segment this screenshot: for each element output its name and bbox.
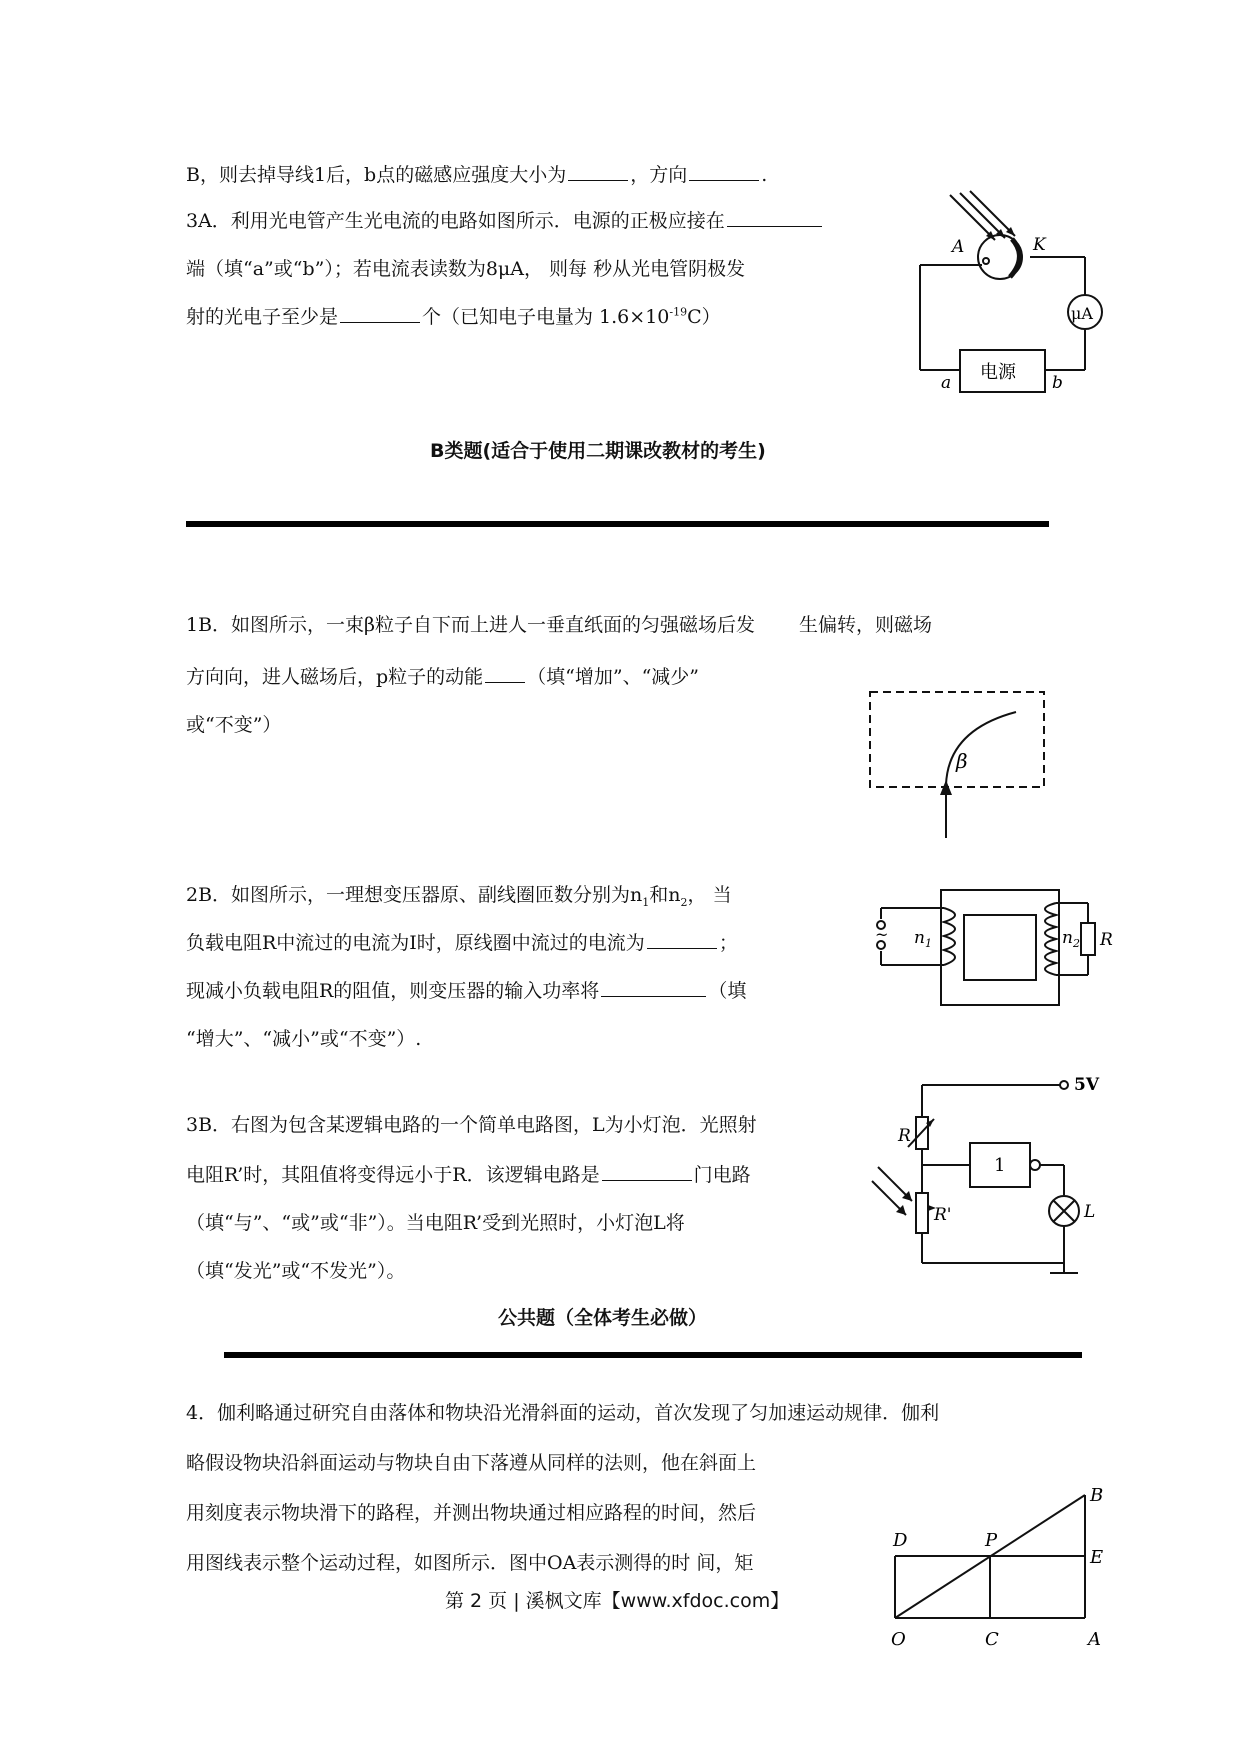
answer-blank[interactable] — [340, 304, 420, 323]
logic-circuit-figure — [890, 1075, 1120, 1285]
answer-blank[interactable] — [568, 162, 628, 181]
point-B-label: B — [1090, 1485, 1104, 1506]
point-O-label: O — [891, 1629, 906, 1650]
section-b-title: B类题(适合于使用二期课改教材的考生) — [430, 440, 766, 462]
n1-label: $n_1$ — [914, 928, 932, 950]
n2-label: $n_2$ — [1062, 928, 1080, 950]
q2b-line1: 2B．如图所示，一理想变压器原、副线圈匝数分别为$n_1$和$n_2$， 当 — [186, 884, 732, 909]
power-source-label: 电源 — [980, 362, 1016, 383]
q3b-line3: （填“与”、“或”或“非”）。当电阻R’受到光照时，小灯泡L将 — [186, 1212, 685, 1234]
label-a: a — [941, 373, 952, 393]
q2b-line4: “增大”、“减小”或“不变”）. — [186, 1028, 422, 1050]
voltage-label: 5V — [1074, 1075, 1100, 1095]
q4-line1: 4．伽利略通过研究自由落体和物块沿光滑斜面的运动，首次发现了匀加速运动规律．伽利 — [186, 1402, 940, 1424]
q1b-line2: 方向向，进人磁场后，p粒子的动能 （填“增加”、“减少” — [186, 666, 700, 688]
q3a-line1: 3A．利用光电管产生光电流的电路如图所示．电源的正极应接在 — [186, 208, 824, 234]
q1b-line3: 或“不变”） — [186, 714, 282, 736]
label-b: b — [1052, 373, 1063, 393]
q2b-line2: 负载电阻R中流过的电流为I时，原线圈中流过的电流为 ； — [186, 932, 738, 954]
q4-line4: 用图线表示整个运动过程，如图所示．图中OA表示测得的时 间，矩 — [186, 1552, 754, 1574]
point-A-label: A — [1088, 1629, 1101, 1650]
q1b-line1: 1B．如图所示，一束β粒子自下而上进人一垂直纸面的匀强磁场后发 生偏转，则磁场 — [186, 614, 933, 636]
magnetic-field-figure — [868, 690, 1048, 840]
logic-gate-label: 1 — [994, 1155, 1006, 1176]
q3a-line2: 端（填“a”或“b”）；若电流表读数为8μA， 则每 秒从光电管阴极发 — [186, 258, 746, 280]
phototube-circuit-figure — [900, 195, 1120, 410]
photoresistor-label: R' — [934, 1205, 952, 1225]
point-D-label: D — [893, 1530, 908, 1551]
answer-blank[interactable] — [647, 930, 717, 949]
q3a-line3: 射的光电子至少是 个（已知电子电量为 $1.6\times 10^{-19}C$） — [186, 305, 721, 328]
lamp-L-label: L — [1084, 1202, 1096, 1222]
q3b-line1: 3B．右图为包含某逻辑电路的一个简单电路图，L为小灯泡．光照射 — [186, 1114, 757, 1136]
q3b-line4: （填“发光”或“不发光”）。 — [186, 1260, 406, 1282]
answer-blank[interactable] — [727, 208, 822, 227]
section-common-title: 公共题（全体考生必做） — [498, 1307, 708, 1329]
section-divider — [224, 1352, 1082, 1358]
point-E-label: E — [1090, 1547, 1104, 1568]
answer-blank[interactable] — [485, 664, 525, 683]
galileo-graph-figure — [885, 1483, 1115, 1658]
beta-label: β — [956, 749, 968, 773]
point-C-label: C — [985, 1629, 999, 1650]
answer-blank[interactable] — [602, 1162, 692, 1181]
answer-blank[interactable] — [601, 978, 706, 997]
label-A: A — [952, 237, 965, 257]
meter-label: μA — [1071, 304, 1093, 323]
label-K: K — [1033, 235, 1046, 255]
page-footer: 第 2 页 | 溪枫文库【www.xfdoc.com】 — [445, 1590, 790, 1612]
q2b-line3: 现减小负载电阻R的阻值，则变压器的输入功率将 （填 — [186, 980, 747, 1002]
resistor-R-label: R — [1100, 930, 1113, 950]
q4-line2: 略假设物块沿斜面运动与物块自由下落遵从同样的法则，他在斜面上 — [186, 1452, 757, 1474]
point-P-label: P — [985, 1530, 998, 1551]
q4-line3: 用刻度表示物块滑下的路程，并测出物块通过相应路程的时间，然后 — [186, 1502, 757, 1524]
section-divider — [186, 521, 1049, 527]
resistor-R-label: R — [898, 1126, 911, 1146]
q3b-line2: 电阻R’时，其阻值将变得远小于R．该逻辑电路是 门电路 — [186, 1164, 751, 1186]
ac-source-symbol: ~ — [875, 925, 889, 944]
answer-blank[interactable] — [689, 162, 759, 181]
transformer-figure — [875, 883, 1113, 1013]
text-line: B，则去掉导线1后，b点的磁感应强度大小为 ，方向 . — [186, 164, 768, 186]
